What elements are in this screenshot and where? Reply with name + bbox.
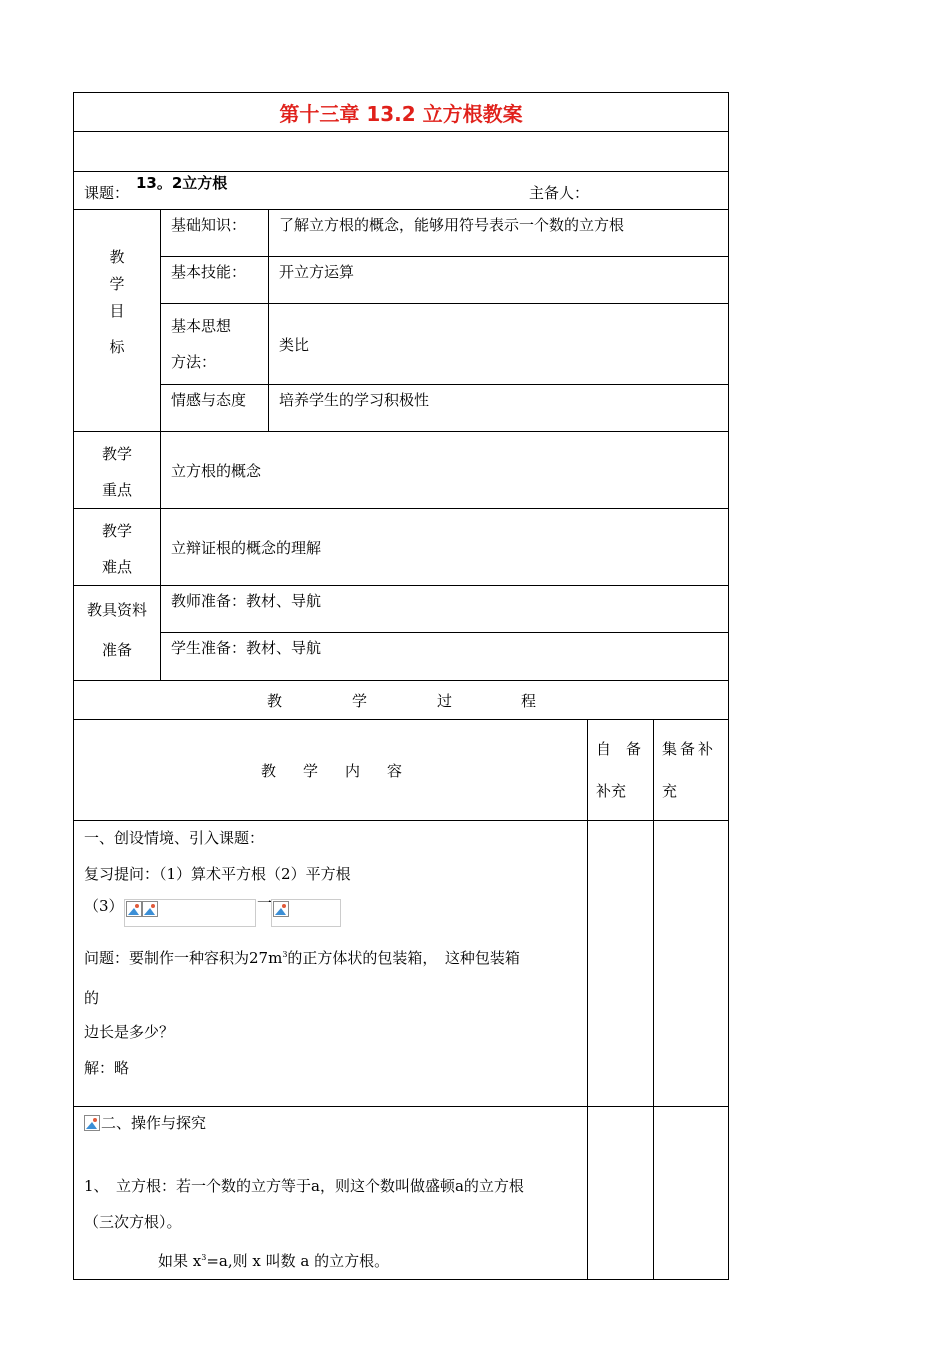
content-header: [74, 720, 588, 821]
goal-key: 基本技能：: [161, 257, 269, 304]
goal-value: 类比: [269, 304, 729, 385]
goal-value: 开立方运算: [269, 257, 729, 304]
zibei-header: [588, 720, 654, 821]
jibei-header: [654, 720, 729, 821]
zhongdian-label-line: 教学: [101, 445, 132, 463]
jiaoju-label-line: 准备: [101, 641, 132, 659]
question-text: 的正方体状的包装箱， 这种包装箱: [287, 949, 520, 967]
review-question: 复习提问：（1）算术平方根（2）平方根: [84, 865, 351, 883]
superscript: 3: [201, 1253, 207, 1262]
goal-value: 了解立方根的概念，能够用符号表示一个数的立方根: [269, 210, 729, 257]
student-prep: 学生准备：教材、导航: [161, 633, 729, 681]
jibei-cell: [654, 821, 729, 1107]
nandian-value: 立辩证根的概念的理解: [161, 509, 729, 586]
zhubei-label: 主备人：: [529, 184, 590, 202]
zibei-cell: [588, 821, 654, 1107]
definition-line: 1、 立方根：若一个数的立方等于a，则这个数叫做盛顿a的立方根: [84, 1177, 524, 1195]
goals-label-char: 教: [109, 248, 125, 266]
section2-cell: [74, 1107, 588, 1280]
question-line: [84, 937, 577, 979]
broken-image-icon: [142, 901, 158, 917]
goal-key-line: 基本思想: [171, 317, 232, 335]
keti-value: 13。2立方根: [136, 172, 258, 194]
formula-image-box: [271, 899, 341, 927]
content-header-char: 教: [261, 761, 277, 780]
goal-key-line: 方法：: [171, 353, 217, 371]
goals-label-char: 标: [109, 338, 125, 356]
jibei-cell: [654, 1107, 729, 1280]
ifx-text: =a,则 x 叫数 a 的立方根。: [206, 1252, 390, 1270]
zhongdian-label-line: 重点: [101, 481, 132, 499]
zibei-cell: [588, 1107, 654, 1280]
dash-char: 一: [257, 894, 273, 912]
nandian-label-line: 教学: [101, 522, 132, 540]
formula-image-box: [124, 899, 256, 927]
content-header-char: 容: [387, 761, 403, 780]
goals-label-char: 目: [109, 302, 125, 320]
zibei-line: 自 备: [596, 740, 642, 758]
broken-image-icon: [84, 1115, 100, 1131]
jiaoju-label-line: 教具资料: [86, 601, 147, 619]
jibei-line: 集备补: [662, 740, 717, 758]
lesson-plan: [73, 92, 728, 1280]
content-header-char: 学: [303, 761, 319, 780]
section2-heading: 二、操作与探究: [101, 1114, 207, 1132]
process-header-char: 程: [521, 691, 537, 710]
lesson-table: [73, 92, 729, 1280]
nandian-label: [74, 509, 161, 586]
goal-key: 情感与态度: [161, 385, 269, 432]
zhongdian-value: 立方根的概念: [161, 432, 729, 509]
page-title: 第十三章 13.2 立方根教案: [74, 93, 729, 132]
ifx-text: 如果 x: [158, 1252, 202, 1270]
broken-image-icon: [273, 901, 289, 917]
answer-line: 解：略: [84, 1059, 130, 1077]
section1-heading: 一、创设情境、引入课题：: [84, 829, 265, 847]
keti-label: 课题：: [84, 184, 130, 202]
goal-key-multi: [161, 304, 269, 385]
process-header-char: 学: [352, 691, 368, 710]
broken-image-icon: [126, 901, 142, 917]
superscript: 3: [282, 950, 288, 959]
question-text: 问题：要制作一种容积为27m: [84, 949, 283, 967]
item3-row: [84, 895, 577, 937]
item3-label: （3）: [84, 897, 124, 915]
nandian-label-line: 难点: [101, 558, 132, 576]
ifx-line: [84, 1243, 577, 1279]
definition-cont: （三次方根）。: [84, 1213, 182, 1231]
content-header-char: 内: [345, 761, 361, 780]
question-side: 边长是多少？: [84, 1023, 175, 1041]
keti-row: [74, 172, 729, 210]
question-de: 的: [84, 989, 100, 1007]
process-header-char: 教: [267, 691, 283, 710]
teacher-prep: 教师准备：教材、导航: [161, 586, 729, 633]
goal-value: 培养学生的学习积极性: [269, 385, 729, 432]
goals-label-char: 学: [109, 275, 125, 293]
jibei-line: 充: [662, 782, 681, 800]
zibei-line: 补充: [596, 782, 627, 800]
jiaoju-label: [74, 586, 161, 681]
zhongdian-label: [74, 432, 161, 509]
goal-key: 基础知识：: [161, 210, 269, 257]
blank-row: [74, 132, 729, 172]
process-header: [74, 681, 729, 720]
section1-cell: [74, 821, 588, 1107]
process-header-char: 过: [437, 691, 453, 710]
goals-label: [74, 210, 161, 432]
